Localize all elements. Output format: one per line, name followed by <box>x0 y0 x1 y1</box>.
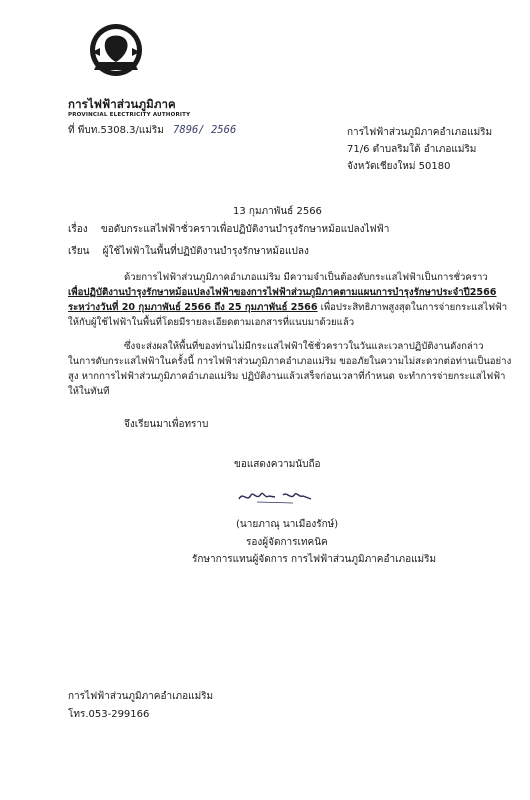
org-name-english: PROVINCIAL ELECTRICITY AUTHORITY <box>68 112 191 118</box>
signatory-name: (นายภาณุ นาเมืองรักษ์) <box>236 519 339 530</box>
paragraph-1-line-1: ด้วยการไฟฟ้าส่วนภูมิภาคอำเภอแม่ริม มีความจำเป็นต้องดับกระแสไฟฟ้าเป็นการชั่วคราว <box>124 272 488 283</box>
paragraph-1-line-3-rest: เพื่อประสิทธิภาพสูงสุดในการจ่ายกระแสไฟฟ้า <box>320 302 508 313</box>
subject-label: เรื่อง <box>68 224 88 235</box>
paragraph-1-line-4: ให้กับผู้ใช้ไฟฟ้าในพื้นที่โดยมีรายละเอียดตามเอกสารที่แนบมาด้วยแล้ว <box>68 317 355 328</box>
closing-request: จึงเรียนมาเพื่อทราบ <box>124 419 209 430</box>
handwritten-signature <box>235 485 315 507</box>
paragraph-2-line-4: ให้ในทันที <box>68 386 110 397</box>
reference-line <box>68 124 236 137</box>
recipient-text: ผู้ใช้ไฟฟ้าในพื้นที่ปฏิบัติงานบำรุงรักษาหม้อแปลง <box>102 246 309 257</box>
org-name-thai: การไฟฟ้าส่วนภูมิภาค <box>68 97 176 111</box>
paragraph-1-line-3 <box>68 301 507 314</box>
subject-text: ขอดับกระแสไฟฟ้าชั่วคราวเพื่อปฏิบัติงานบำรุงรักษาหม้อแปลงไฟฟ้า <box>100 224 390 235</box>
reference-handwritten-number: 7896/ 2566 <box>173 124 237 136</box>
recipient-label: เรียน <box>68 246 90 257</box>
paragraph-2-line-3: สูง หากการไฟฟ้าส่วนภูมิภาคอำเภอแม่ริม ปฏิบัติงานแล้วเสร็จก่อนเวลาที่กำหนด จะทำการจ่ายกระแสไฟฟ้า <box>68 371 506 382</box>
signatory-acting-role: รักษาการแทนผู้จัดการ การไฟฟ้าส่วนภูมิภาคอำเภอแม่ริม <box>192 554 437 565</box>
signatory-title: รองผู้จัดการเทคนิค <box>246 537 328 548</box>
footer-phone: โทร.053-299166 <box>68 709 150 720</box>
subject-line <box>68 223 389 236</box>
reference-label: ที่ <box>68 125 75 136</box>
footer-office: การไฟฟ้าส่วนภูมิภาคอำเภอแม่ริม <box>68 691 214 702</box>
paragraph-1-line-2: เพื่อปฏิบัติงานบำรุงรักษาหม้อแปลงไฟฟ้าของการไฟฟ้าส่วนภูมิภาคตามแผนการบำรุงรักษาประจำปี2566 <box>68 287 497 298</box>
reference-number: พีบท.5308.3/แม่ริม <box>77 125 164 136</box>
paragraph-2-line-2: ในการดับกระแสไฟฟ้าในครั้งนี้ การไฟฟ้าส่วนภูมิภาคอำเภอแม่ริม ขออภัยในความไม่สะดวกต่อท่านเป็นอย่าง <box>68 356 512 367</box>
recipient-line <box>68 245 309 258</box>
sender-address-line-3: จังหวัดเชียงใหม่ 50180 <box>347 161 451 172</box>
maintenance-period: ระหว่างวันที่ 20 กุมภาพันธ์ 2566 ถึง 25 กุมภาพันธ์ 2566 <box>68 302 318 313</box>
pea-logo <box>86 22 146 84</box>
letter-date: 13 กุมภาพันธ์ 2566 <box>233 206 322 217</box>
paragraph-2-line-1: ซึ่งจะส่งผลให้พื้นที่ของท่านไม่มีกระแสไฟฟ้าใช้ชั่วคราวในวันและเวลาปฏิบัติงานดังกล่าว <box>124 341 484 352</box>
closing-salutation: ขอแสดงความนับถือ <box>234 459 321 470</box>
sender-address-line-1: การไฟฟ้าส่วนภูมิภาคอำเภอแม่ริม <box>347 127 493 138</box>
sender-address-line-2: 71/6 ตำบลริมใต้ อำเภอแม่ริม <box>347 144 477 155</box>
